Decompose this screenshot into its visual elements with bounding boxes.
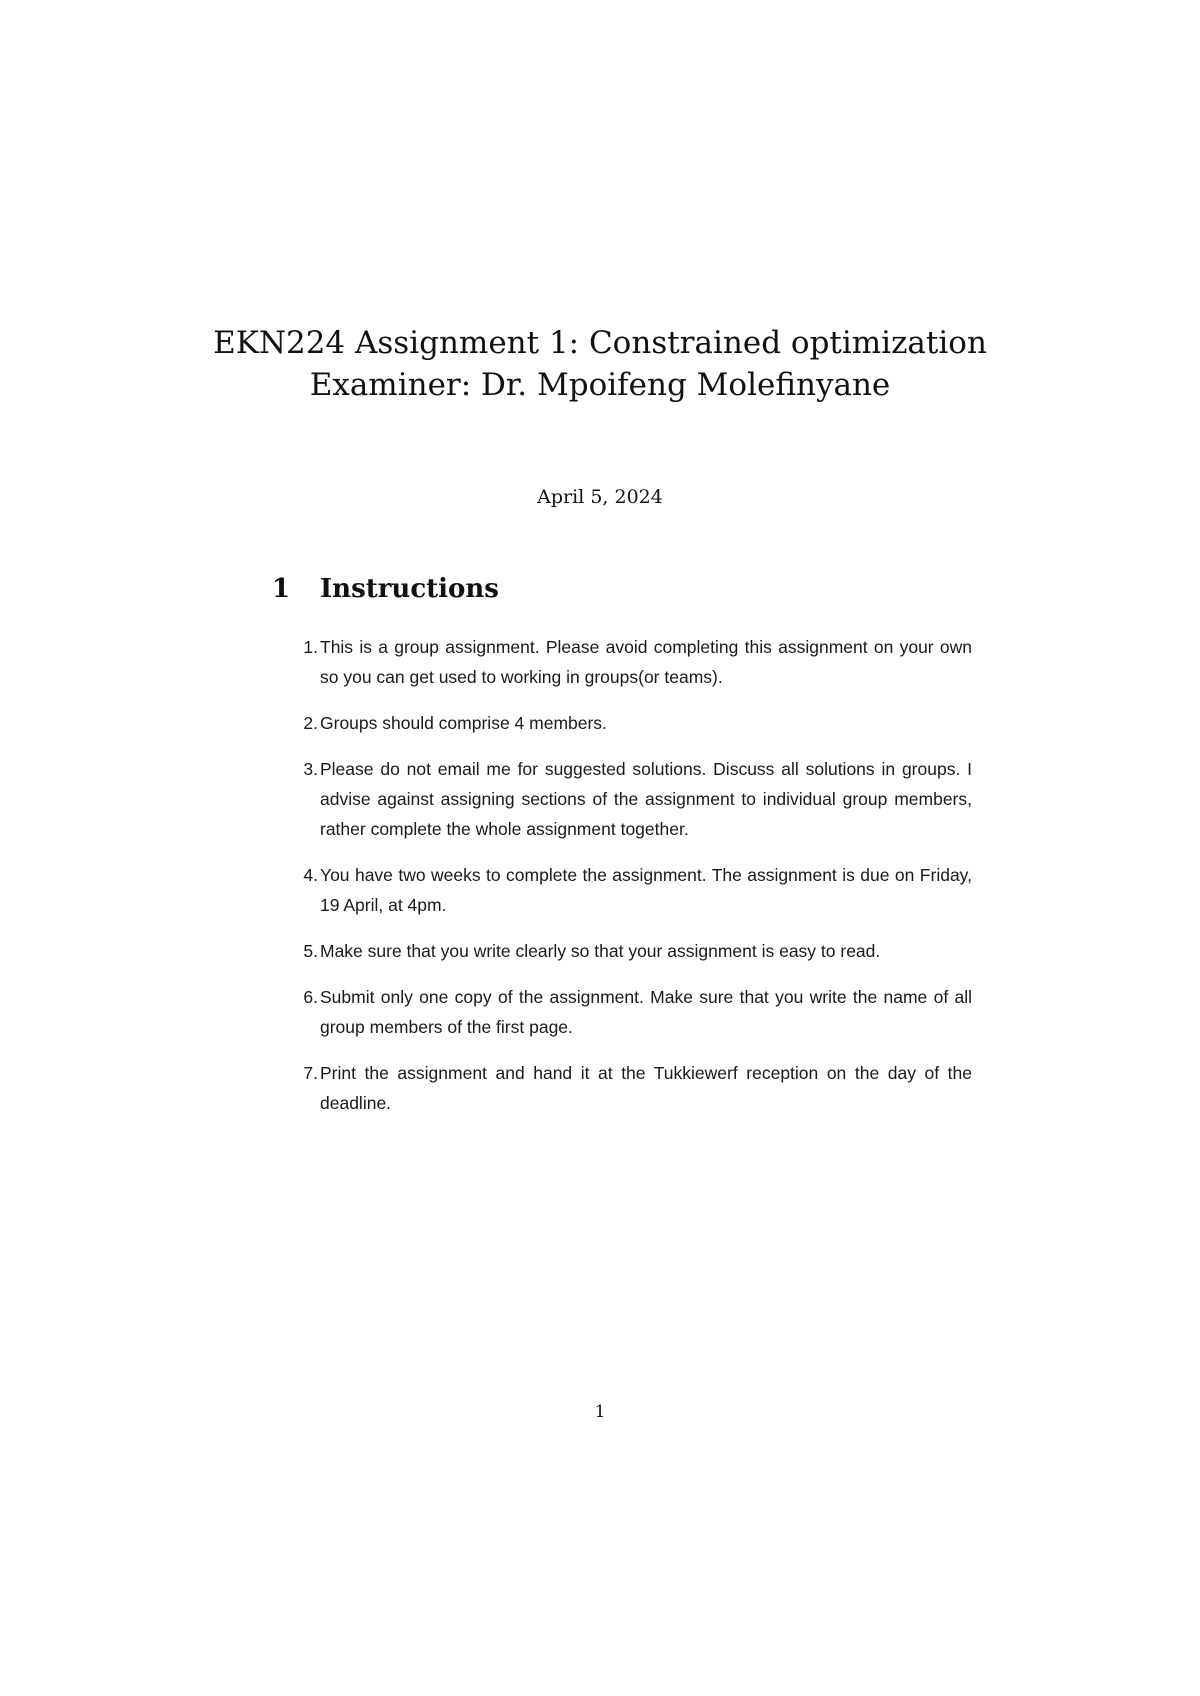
section-heading-instructions [272, 572, 499, 606]
section-number: 1 [272, 574, 291, 604]
list-item [272, 1058, 972, 1118]
list-item-marker: 7. [303, 1063, 318, 1083]
list-item-marker: 3. [303, 759, 318, 779]
list-item-text: Submit only one copy of the assignment. Make sure that you write the name of all group members of the first page. [320, 987, 972, 1037]
list-item [272, 632, 972, 692]
list-item-text: You have two weeks to complete the assignment. The assignment is due on Friday, 19 April, at 4pm. [320, 865, 972, 915]
section-title: Instructions [320, 574, 499, 604]
list-item [272, 708, 972, 738]
list-item-marker: 1. [303, 637, 318, 657]
list-item-text: Make sure that you write clearly so that your assignment is easy to read. [320, 941, 881, 961]
list-item [272, 982, 972, 1042]
list-item-text: Groups should comprise 4 members. [320, 713, 607, 733]
title-line-examiner: Examiner: Dr. Mpoifeng Molefinyane [309, 367, 891, 403]
list-item-marker: 5. [303, 941, 318, 961]
list-item-text: Please do not email me for suggested solutions. Discuss all solutions in groups. I advise against assigning sections of the assignment to individual group members, rather complete the whole assignment together. [320, 759, 972, 839]
document-title [0, 322, 1200, 406]
list-item [272, 754, 972, 844]
title-line-assignment: EKN224 Assignment 1: Constrained optimization [213, 325, 987, 361]
page-number: 1 [594, 1402, 606, 1422]
instructions-list [272, 632, 972, 1134]
list-item [272, 936, 972, 966]
list-item-text: This is a group assignment. Please avoid completing this assignment on your own so you can get used to working in groups(or teams). [320, 637, 972, 687]
document-date: April 5, 2024 [537, 486, 663, 508]
list-item [272, 860, 972, 920]
list-item-marker: 4. [303, 865, 318, 885]
list-item-marker: 6. [303, 987, 318, 1007]
list-item-text: Print the assignment and hand it at the Tukkiewerf reception on the day of the deadline. [320, 1063, 972, 1113]
list-item-marker: 2. [303, 713, 318, 733]
